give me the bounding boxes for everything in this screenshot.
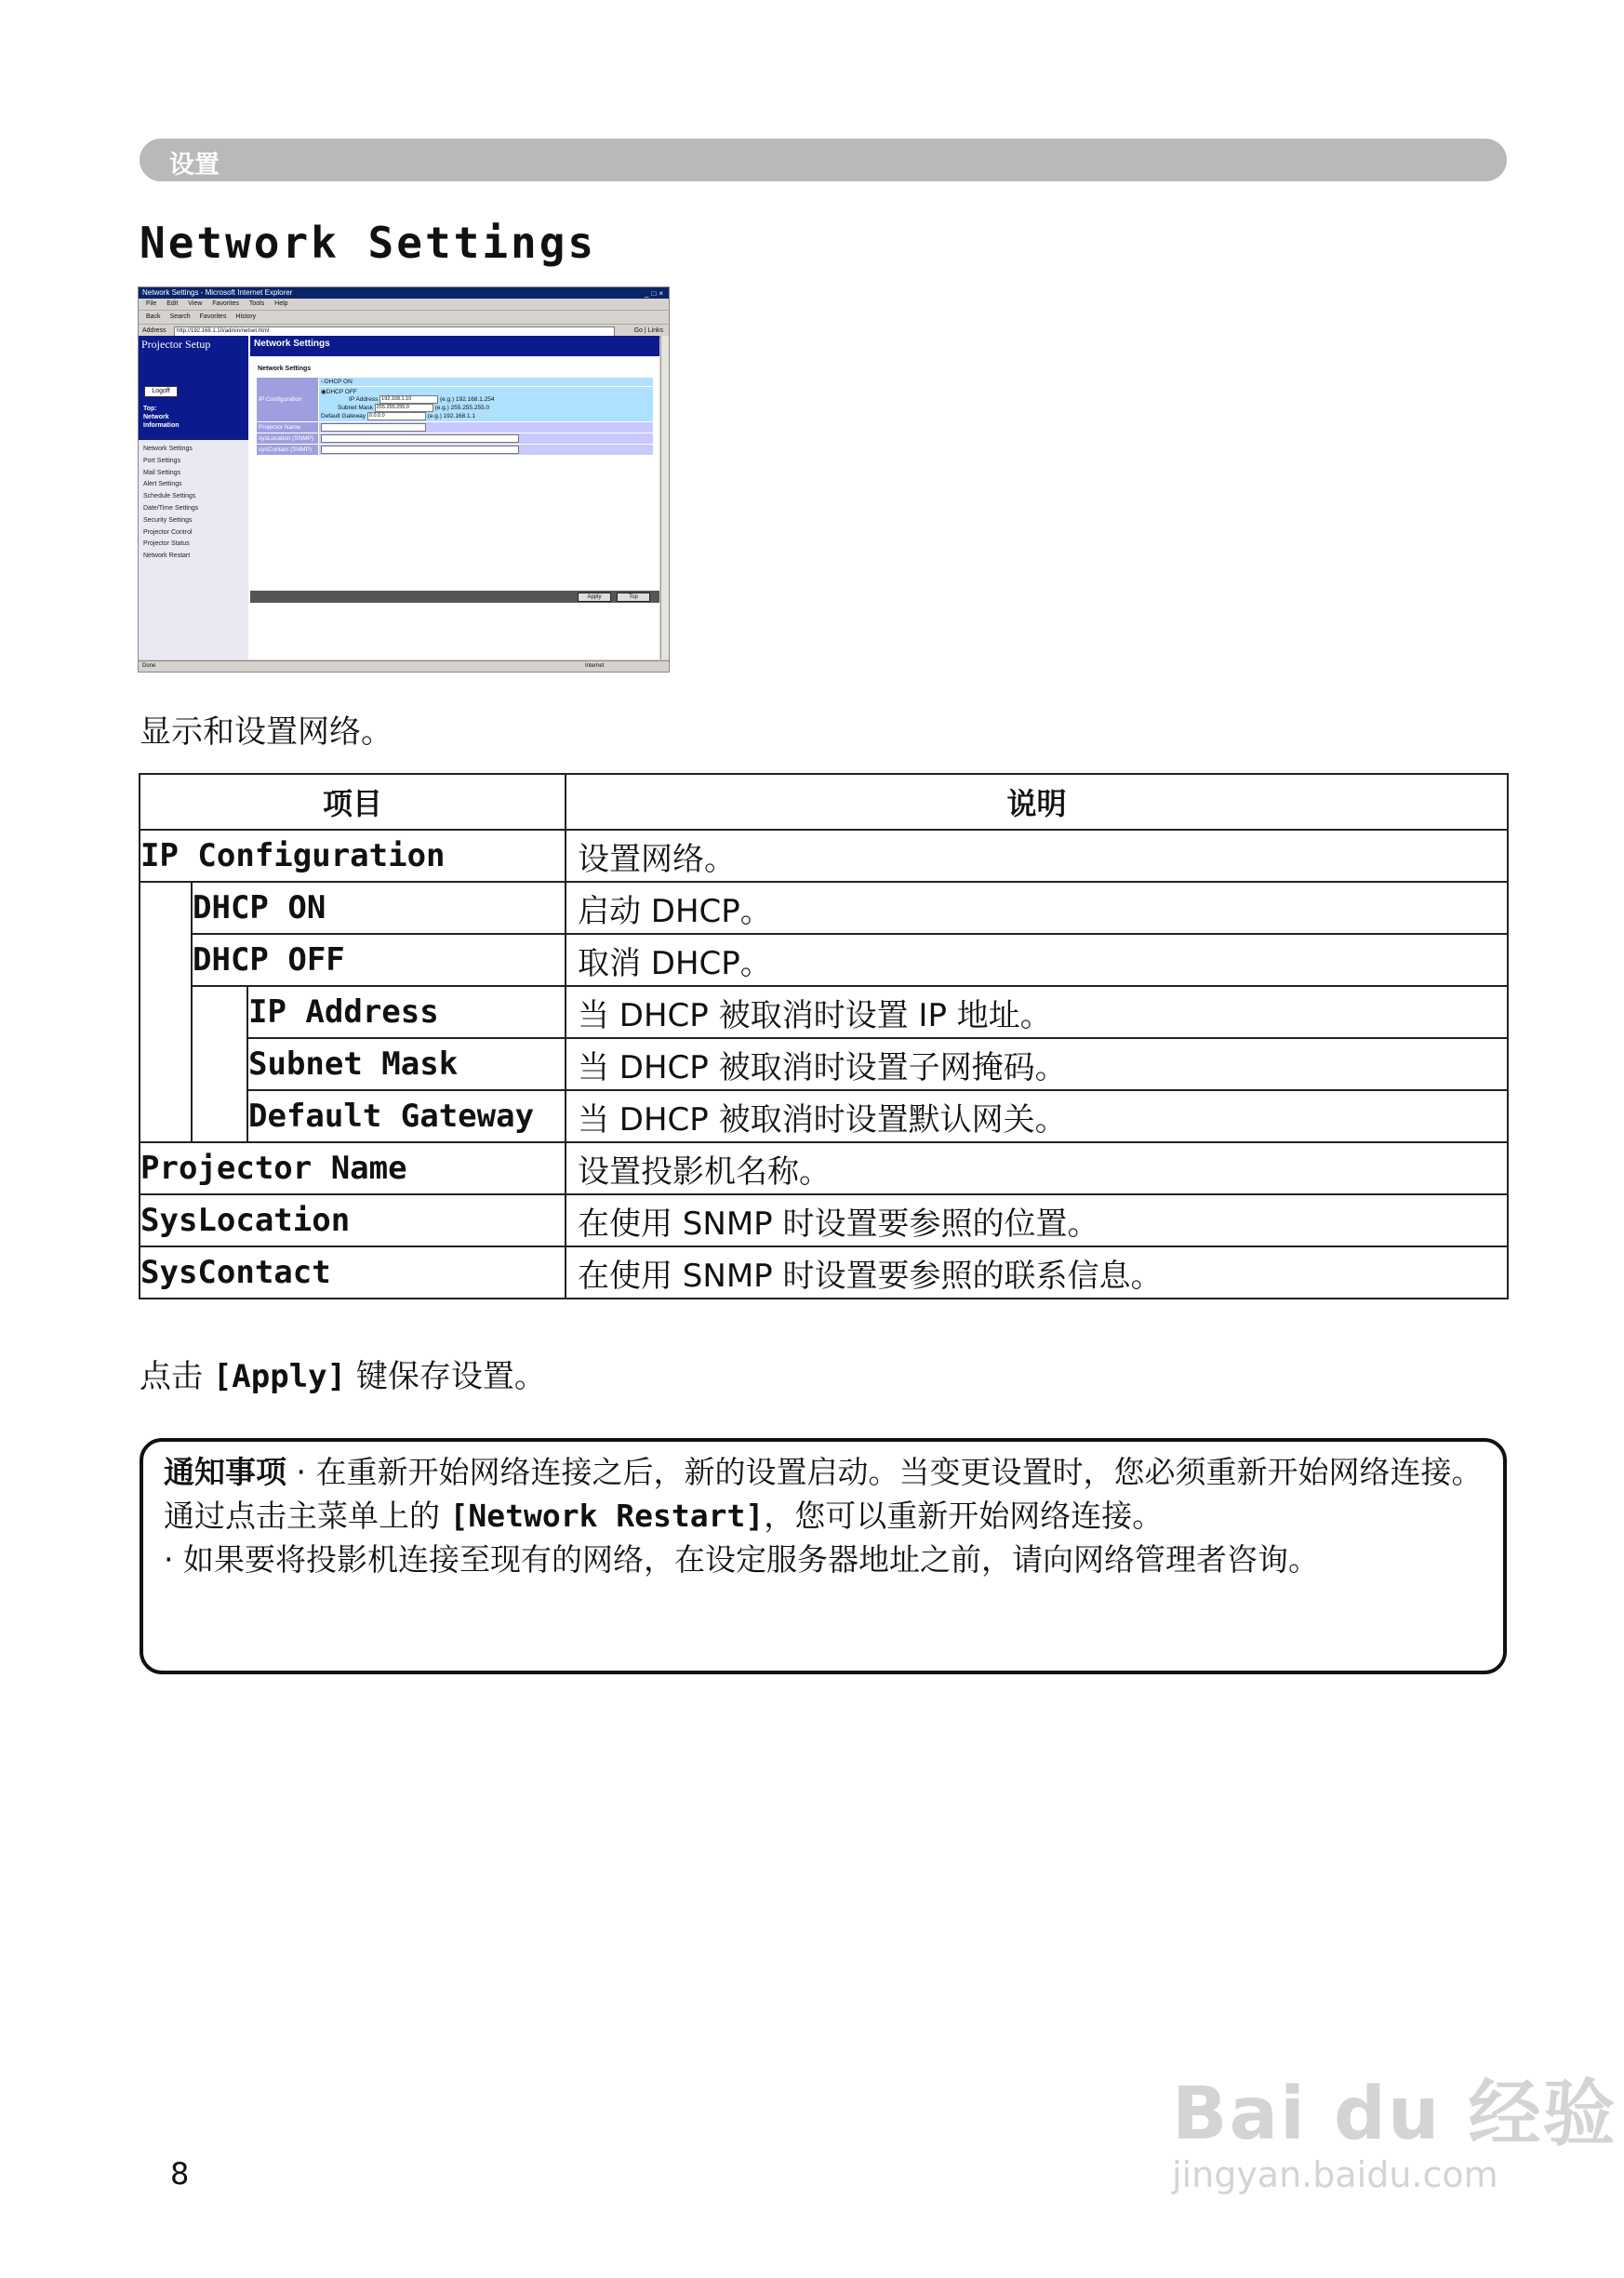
- notice-para-2: · 如果要将投影机连接至现有的网络，在设定服务器地址之前，请向网络管理者咨询。: [164, 1541, 1319, 1578]
- dhcp-off-label: DHCP OFF: [326, 389, 357, 395]
- settings-form: [256, 377, 654, 456]
- table-row: [140, 1090, 1508, 1142]
- section-title: Network Settings: [258, 366, 312, 372]
- nav-network-restart: Network Restart: [143, 553, 191, 560]
- table-row: [140, 882, 1508, 934]
- projector-name-field: [321, 423, 426, 432]
- window-titlebar: [139, 287, 669, 299]
- sidebar-top-label: [139, 401, 248, 440]
- notice-para-1: [164, 1450, 1483, 1538]
- ip-address-example: (e.g.) 192.168.1.254: [439, 396, 495, 404]
- subnet-field: 255.255.255.0: [375, 404, 433, 412]
- indent-cell: [140, 882, 192, 1142]
- settings-table: [139, 773, 1509, 1299]
- page-title: Network Settings: [140, 218, 597, 268]
- browser-screenshot: [138, 286, 670, 673]
- network-restart-key: [Network Restart]: [449, 1498, 765, 1534]
- apply-note-post: 键保存设置。: [346, 1358, 546, 1395]
- menu-view: View: [188, 300, 203, 307]
- notice-line1-pre: · 在重新开始网络连接之后，新的设置启动。当变更设置时，您必须重新开始网络连接。通过点击主菜单上的: [164, 1454, 1483, 1534]
- table-row: [140, 1142, 1508, 1194]
- desc-syscontact: 在使用 SNMP 时设置要参照的联系信息。: [566, 1246, 1508, 1299]
- section-label: 设置: [169, 151, 220, 180]
- table-row: [140, 830, 1508, 882]
- window-title: Network Settings - Microsoft Internet Explorer: [142, 288, 293, 297]
- status-done: Done: [142, 663, 156, 669]
- syscontact-label: sysContact (SNMP): [257, 445, 319, 456]
- desc-syslocation: 在使用 SNMP 时设置要参照的位置。: [566, 1194, 1508, 1246]
- nav-port-settings: Port Settings: [143, 457, 181, 464]
- page-content: [139, 336, 659, 659]
- item-subnet-mask: Subnet Mask: [247, 1038, 566, 1090]
- menu-help: Help: [274, 300, 288, 307]
- subnet-label: Subnet Mask: [338, 405, 373, 412]
- table-row: [140, 1038, 1508, 1090]
- favorites-button: Favorites: [199, 313, 227, 320]
- address-field: http://192.168.1.10/admin/netset.html: [174, 326, 615, 337]
- apply-bar: [250, 591, 659, 603]
- item-syslocation: SysLocation: [140, 1194, 566, 1246]
- item-default-gateway: Default Gateway: [247, 1090, 566, 1142]
- top-button: Top: [617, 593, 650, 602]
- page-number: 8: [170, 2156, 190, 2191]
- notice-line1-post: ，您可以重新开始网络连接。: [764, 1498, 1164, 1534]
- item-syscontact: SysContact: [140, 1246, 566, 1299]
- desc-ip-configuration: 设置网络。: [566, 830, 1508, 882]
- projector-name-label: Projector Name: [257, 422, 319, 433]
- item-ip-configuration: IP Configuration: [140, 830, 566, 882]
- notice-title: 通知事项: [164, 1454, 286, 1490]
- window-controls-icon: _□×: [645, 289, 666, 298]
- ip-address-field: 192.168.1.10: [379, 395, 438, 404]
- top-label-line: Top:: [143, 406, 157, 412]
- go-button: Go: [633, 327, 643, 334]
- description-text: 显示和设置网络。: [140, 713, 393, 751]
- status-bar: [139, 660, 670, 672]
- main-panel: [250, 336, 659, 659]
- sidebar-nav: [143, 444, 198, 563]
- menu-edit: Edit: [166, 300, 179, 307]
- logoff-button: Logoff: [144, 386, 178, 397]
- header-item: 项目: [140, 774, 566, 830]
- links-label: Links: [647, 327, 663, 334]
- watermark-brand: Bai du 经验: [1172, 2072, 1617, 2156]
- nav-network-settings: Network Settings: [143, 446, 193, 452]
- top-label-line: Information: [143, 422, 180, 429]
- gateway-example: (e.g.) 192.168.1.1: [427, 413, 476, 420]
- table-row: [140, 1194, 1508, 1246]
- nav-alert-settings: Alert Settings: [143, 481, 182, 488]
- dhcp-on-label: DHCP ON: [324, 379, 353, 385]
- apply-note-pre: 点击: [140, 1358, 213, 1395]
- indent-cell: [192, 986, 247, 1142]
- nav-datetime-settings: Date/Time Settings: [143, 504, 199, 512]
- sidebar-title: Projector Setup: [139, 336, 248, 354]
- item-dhcp-off: DHCP OFF: [192, 934, 566, 986]
- status-zone: Internet: [585, 663, 605, 669]
- gateway-field: 0.0.0.0: [367, 412, 426, 420]
- main-header: Network Settings: [250, 336, 659, 356]
- syslocation-label: sysLocation (SNMP): [257, 433, 319, 445]
- desc-subnet-mask: 当 DHCP 被取消时设置子网掩码。: [566, 1038, 1508, 1090]
- apply-key: [Apply]: [212, 1358, 347, 1395]
- notice-box: [140, 1438, 1507, 1674]
- apply-note: [140, 1351, 546, 1396]
- search-button: Search: [169, 313, 191, 320]
- baidu-watermark: [1172, 2056, 1617, 2195]
- item-dhcp-on: DHCP ON: [192, 882, 566, 934]
- item-projector-name: Projector Name: [140, 1142, 566, 1194]
- ip-config-label: IP Configuration: [257, 378, 319, 422]
- table-row: [140, 986, 1508, 1038]
- desc-dhcp-on: 启动 DHCP。: [566, 882, 1508, 934]
- syslocation-field: [321, 434, 519, 443]
- projector-name-cell: [319, 422, 654, 433]
- subnet-example: (e.g.) 255.255.255.0: [434, 405, 490, 412]
- top-label-line: Network: [143, 414, 169, 420]
- nav-security-settings: Security Settings: [143, 516, 193, 524]
- section-header-bar: [140, 139, 1507, 181]
- address-label: Address: [142, 327, 166, 334]
- back-button: Back: [146, 313, 161, 320]
- syslocation-cell: [319, 433, 654, 445]
- table-row: [140, 1246, 1508, 1299]
- nav-schedule-settings: Schedule Settings: [143, 493, 196, 500]
- syscontact-field: [321, 446, 519, 454]
- menu-file: File: [146, 300, 157, 307]
- header-description: 说明: [566, 774, 1508, 830]
- table-row: [140, 934, 1508, 986]
- desc-dhcp-off: 取消 DHCP。: [566, 934, 1508, 986]
- menu-bar: [139, 299, 669, 311]
- desc-ip-address: 当 DHCP 被取消时设置 IP 地址。: [566, 986, 1508, 1038]
- desc-projector-name: 设置投影机名称。: [566, 1142, 1508, 1194]
- history-button: History: [235, 313, 257, 320]
- apply-button: Apply: [578, 593, 611, 602]
- dhcp-on-row: ○DHCP ON: [319, 378, 654, 387]
- dhcp-off-block: ◉DHCP OFF IP Address 192.168.1.10 (e.g.) 192.168.1.254 Subnet Mask 255.255.255.0 (e.g.) 255.255.255.0 Default Gateway 0.0.0.0 (e.g.) 192.168.1.1: [319, 387, 654, 422]
- item-ip-address: IP Address: [247, 986, 566, 1038]
- menu-favorites: Favorites: [212, 300, 240, 307]
- watermark-url: jingyan.baidu.com: [1172, 2154, 1498, 2195]
- browser-toolbar: [139, 311, 669, 325]
- nav-projector-control: Projector Control: [143, 528, 193, 536]
- menu-tools: Tools: [248, 300, 265, 307]
- go-links: Go | Links: [633, 327, 663, 334]
- nav-projector-status: Projector Status: [143, 540, 190, 548]
- syscontact-cell: [319, 445, 654, 456]
- scrollbar: [660, 336, 670, 659]
- ip-address-label: IP Address: [349, 396, 379, 404]
- desc-default-gateway: 当 DHCP 被取消时设置默认网关。: [566, 1090, 1508, 1142]
- gateway-label: Default Gateway: [321, 413, 366, 420]
- nav-mail-settings: Mail Settings: [143, 469, 181, 476]
- sidebar: [139, 336, 248, 659]
